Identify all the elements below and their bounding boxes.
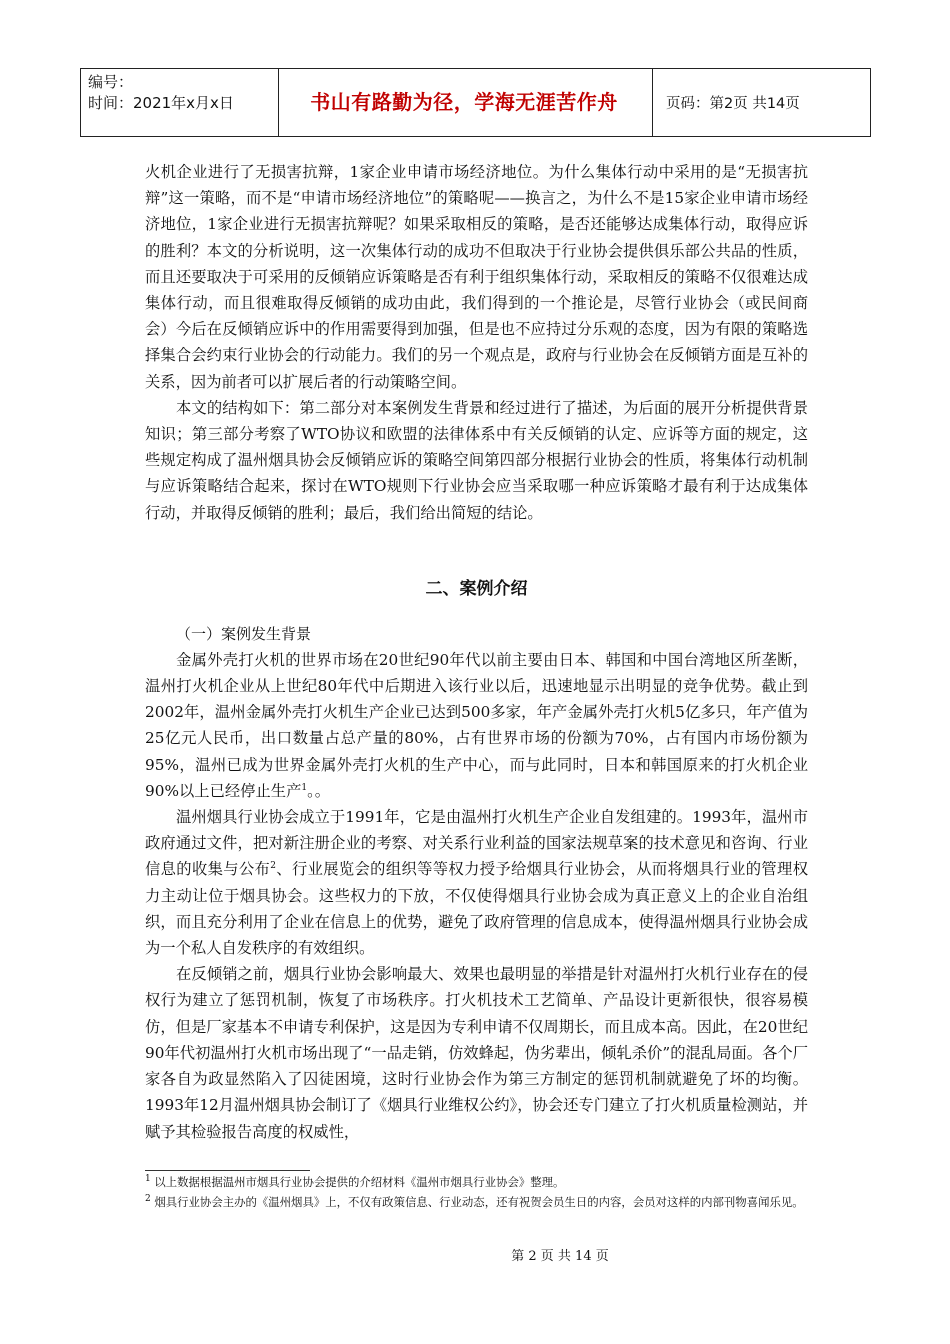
page-header [80,68,870,138]
document-body [145,159,808,1145]
page-footer: 第 2 页 共 14 页 [511,1249,609,1264]
paragraph-text: 、行业展览会的组织等等权力授予给烟具行业协会，从而将烟具行业的管理权力主动让位于烟具协会。这些权力的下放，不仅使得烟具行业协会成为真正意义上的企业自治组织，而且充分利用了企业在信息上的优势，避免了政府管理的信息成本，使得温州烟具行业协会成为一个私人自发秩序的有效组织。 [145,860,808,958]
footnote-separator [145,1170,310,1171]
header-meta [88,72,234,114]
footnote [145,1194,808,1211]
body-paragraph [145,804,808,961]
footnote-ref: 2 [270,861,276,872]
footnote-text: 以上数据根据温州市烟具行业协会提供的介绍材料《温州市烟具行业协会》整理。 [154,1175,565,1189]
header-bottom-rule [80,136,870,137]
footnote-ref: 1 [301,782,308,793]
body-paragraph: 火机企业进行了无损害抗辩，1家企业申请市场经济地位。为什么集体行动中采用的是“无损害抗辩”这一策略，而不是“申请市场经济地位”的策略呢——换言之，为什么不是15家企业申请市场经济地位，1家企业进行无损害抗辩呢？如果采取相反的策略，是否还能够达成集体行动，取得应诉的胜利？本文的分析说明，这一次集体行动的成功不但取决于行业协会提供俱乐部公共品的性质，而且还要取决于可采用的反倾销应诉策略是否有利于组织集体行动，采取相反的策略不仅很难达成集体行动，而且很难取得反倾销的成功由此，我们得到的一个推论是，尽管行业协会（或民间商会）今后在反倾销应诉中的作用需要得到加强，但是也不应持过分乐观的态度，因为有限的策略选择集合会约束行业协会的行动能力。我们的另一个观点是，政府与行业协会在反倾销方面是互补的关系，因为前者可以扩展后者的行动策略空间。 [145,163,808,391]
header-divider [80,68,81,137]
body-paragraph: 在反倾销之前，烟具行业协会影响最大、效果也最明显的举措是针对温州打火机行业存在的侵权行为建立了惩罚机制，恢复了市场秩序。打火机技术工艺简单、产品设计更新很快，很容易模仿，但是厂家基本不申请专利保护，这是因为专利申请不仅周期长，而且成本高。因此，在20世纪90年代初温州打火机市场出现了“一品走销，仿效蜂起，伪劣辈出，倾轧杀价”的混乱局面。各个厂家各自为政显然陷入了囚徒困境，这时行业协会作为第三方制定的惩罚机制就避免了坏的均衡。1993年12月温州烟具协会制订了《烟具行业维权公约》，协会还专门建立了打火机质量检测站，并赋予其检验报告高度的权威性， [145,965,808,1141]
paragraph-text: 。。 [307,781,331,800]
footnote [145,1174,808,1191]
section-heading: 二、案例介绍 [425,578,528,599]
header-page-info: 页码：第2页 共14页 [666,96,800,112]
header-motto: 书山有路勤为径，学海无涯苦作舟 [310,90,618,114]
paragraph-text: 金属外壳打火机的世界市场在20世纪90年代以前主要由日本、韩国和中国台湾地区所垄断，温州打火机企业从上世纪80年代中后期进入该行业以后，迅速地显示出明显的竞争优势。截止到2002年，温州金属外壳打火机生产企业已达到500多家，年产金属外壳打火机5亿多只，年产值为25亿元人民币，出口数量占总产量的80%，占有世界市场的份额为70%，占有国内市场份额为95%，温州已成为世界金属外壳打火机的生产中心，而与此同时，日本和韩国原来的打火机企业90%以上已经停止生产 [145,650,808,800]
header-top-rule [80,68,870,69]
header-divider [652,68,653,137]
footnote-mark: 2 [145,1194,151,1205]
doc-number-label: 编号： [88,73,134,91]
body-paragraph [145,647,808,804]
subsection-heading: （一）案例发生背景 [176,624,312,643]
footnote-mark: 1 [145,1174,151,1185]
doc-time-label: 时间：2021年x月x日 [88,94,234,112]
body-paragraph: 本文的结构如下：第二部分对本案例发生背景和经过进行了描述，为后面的展开分析提供背景知识；第三部分考察了WTO协议和欧盟的法律体系中有关反倾销的认定、应诉等方面的规定，这些规定构成了温州烟具协会反倾销应诉的策略空间第四部分根据行业协会的性质，将集体行动机制与应诉策略结合起来，探讨在WTO规则下行业协会应当采取哪一种应诉策略才最有利于达成集体行动，并取得反倾销的胜利；最后，我们给出简短的结论。 [145,398,808,522]
footnote-text: 烟具行业协会主办的《温州烟具》上，不仅有政策信息、行业动态，还有祝贺会员生日的内容，会员对这样的内部刊物喜闻乐见。 [154,1195,804,1209]
header-divider [870,68,871,137]
paragraph-text: 温州烟具行业协会成立于1991年，它是由温州打火机生产企业自发组建的。1993年，温州市政府通过文件，把对新注册企业的考察、对关系行业利益的国家法规草案的技术意见和咨询、行业信息的收集与公布 [145,808,808,879]
